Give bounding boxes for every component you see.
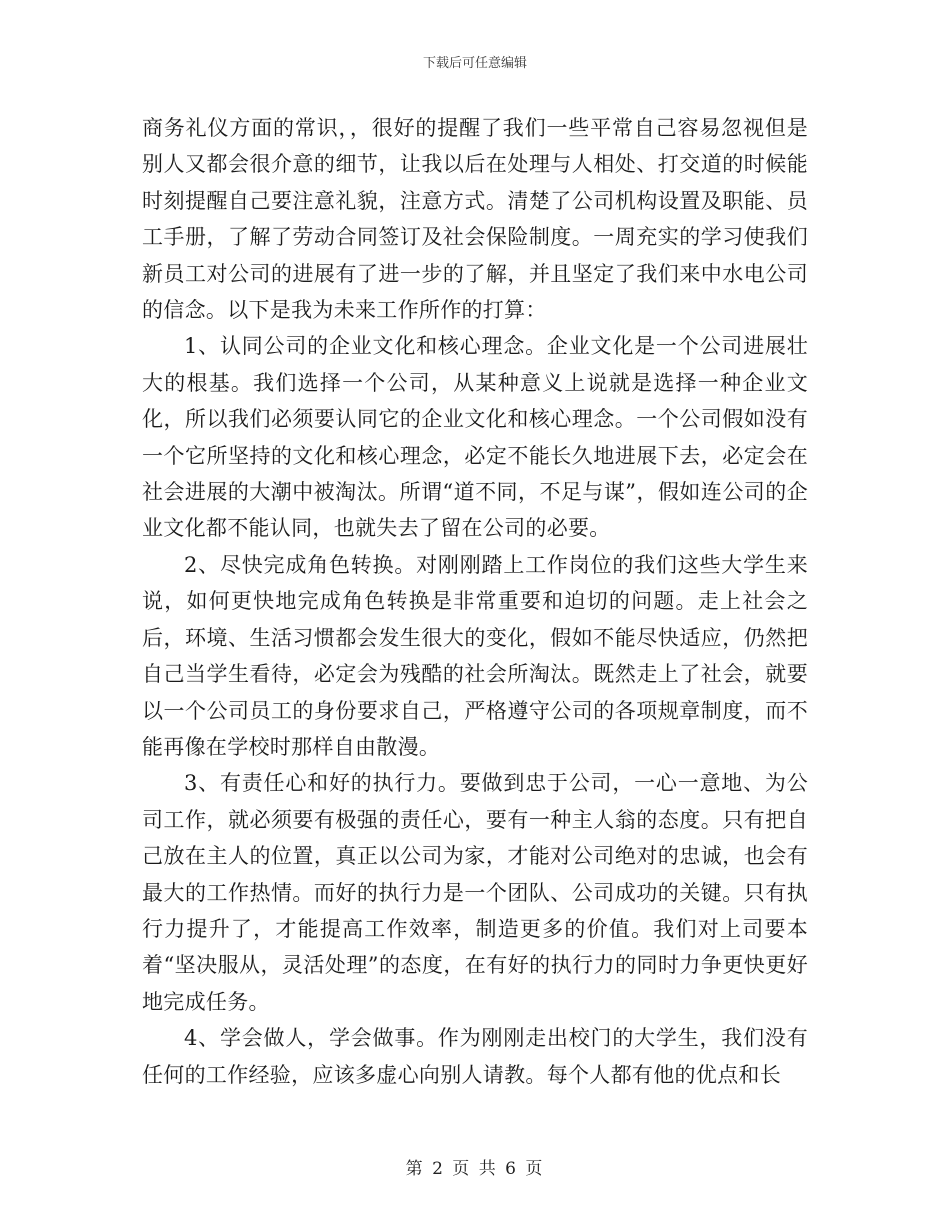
page-number-footer: 第 2 页 共 6 页 (405, 1159, 545, 1179)
page-header: 下载后可任意编辑 (422, 56, 527, 71)
paragraph-point-1: 1、认同公司的企业文化和核心理念。企业文化是一个公司进展壮大的根基。我们选择一个公司，从某种意义上说就是选择一种企业文化，所以我们必须要认同它的企业文化和核心理念。一个公司假如没有一个它所坚持的文化和核心理念，必定不能长久地进展下去，必定会在社会进展的大潮中被淘汰。所谓“道不同，不足与谋”，假如连公司的企业文化都不能认同，也就失去了留在公司的必要。 (142, 334, 808, 541)
document-body (142, 110, 808, 1093)
paragraph-point-4: 4、学会做人，学会做事。作为刚刚走出校门的大学生，我们没有任何的工作经验，应该多虚心向别人请教。每个人都有他的优点和长 (142, 1026, 808, 1087)
paragraph-point-3: 3、有责任心和好的执行力。要做到忠于公司，一心一意地、为公司工作，就必须要有极强的责任心，要有一种主人翁的态度。只有把自己放在主人的位置，真正以公司为家，才能对公司绝对的忠诚，也会有最大的工作热情。而好的执行力是一个团队、公司成功的关键。只有执行力提升了，才能提高工作效率，制造更多的价值。我们对上司要本着“坚决服从，灵活处理”的态度，在有好的执行力的同时力争更快更好地完成任务。 (142, 771, 808, 1014)
paragraph-intro: 商务礼仪方面的常识，，很好的提醒了我们一些平常自己容易忽视但是别人又都会很介意的细节，让我以后在处理与人相处、打交道的时候能时刻提醒自己要注意礼貌，注意方式。清楚了公司机构设置及职能、员工手册，了解了劳动合同签订及社会保险制度。一周充实的学习使我们新员工对公司的进展有了进一步的了解，并且坚定了我们来中水电公司的信念。以下是我为未来工作所作的打算： (142, 116, 808, 323)
paragraph-point-2: 2、尽快完成角色转换。对刚刚踏上工作岗位的我们这些大学生来说，如何更快地完成角色转换是非常重要和迫切的问题。走上社会之后，环境、生活习惯都会发生很大的变化，假如不能尽快适应，仍然把自己当学生看待，必定会为残酷的社会所淘汰。既然走上了社会，就要以一个公司员工的身份要求自己，严格遵守公司的各项规章制度，而不能再像在学校时那样自由散漫。 (142, 552, 808, 759)
